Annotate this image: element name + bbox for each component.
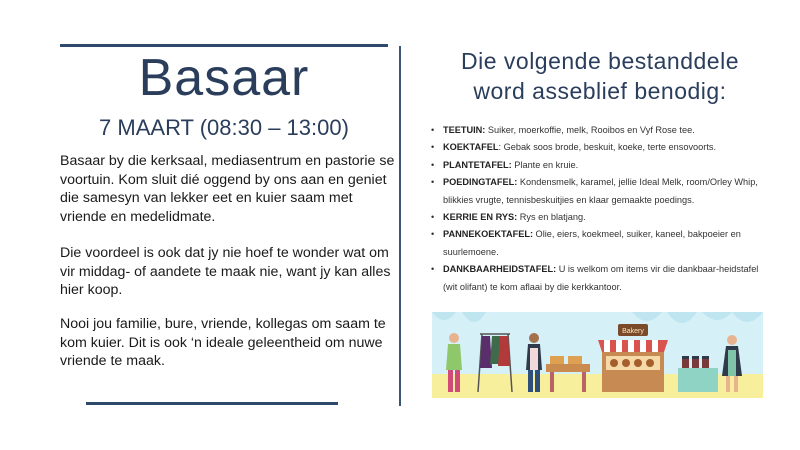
item-text: Suiker, moerkoffie, melk, Rooibos en Vyf Rose tee. xyxy=(485,125,695,135)
bottom-rule xyxy=(86,402,338,405)
list-item xyxy=(430,209,770,226)
item-label: TEETUIN: xyxy=(443,125,486,135)
ingredients-heading xyxy=(420,46,780,106)
bakery-sign: Bakery xyxy=(622,328,644,335)
item-label: KOEKTAFEL xyxy=(443,142,499,153)
item-label: DANKBAARHEIDSTAFEL: xyxy=(443,264,557,275)
list-item xyxy=(430,261,770,296)
top-rule xyxy=(60,44,388,47)
bullet-icon: • xyxy=(431,212,435,223)
item-label: KERRIE EN RYS: xyxy=(443,212,518,223)
bullet-icon: • xyxy=(431,177,435,188)
item-text: Kondensmelk, karamel, jellie Ideal Melk, room/Orley Whip, blikkies vrugte, tennisbeskuitjies en klaar gemaakte poedings. xyxy=(443,177,758,205)
item-label: PANNEKOEKTAFEL: xyxy=(443,229,533,240)
item-text: U is welkom om items vir die dankbaar-heidstafel (wit olifant) te kom aflaai by die kerkkantoor. xyxy=(443,264,759,292)
item-label: PLANTETAFEL: xyxy=(443,159,512,170)
ingredients-heading-line1: Die volgende bestanddele xyxy=(461,48,739,74)
item-text: Olie, eiers, koekmeel, suiker, kaneel, bakpoeier en suurlemoene. xyxy=(443,229,741,257)
column-divider xyxy=(399,46,401,406)
bullet-icon: • xyxy=(431,229,435,240)
advantage-paragraph: Die voordeel is ook dat jy nie hoef te wonder wat om vir middag- of aandete te maak nie, want jy kan alles hier koop. xyxy=(60,245,391,298)
bullet-icon: • xyxy=(431,125,435,135)
ingredients-heading-line2: word asseblief benodig: xyxy=(473,78,727,104)
intro-paragraph: Basaar by die kerksaal, mediasentrum en pastorie se voortuin. Kom sluit dié oggend by ons aan en geniet die samesyn van lekker eet en kuier saam met vriende en medelidmate. xyxy=(60,153,395,225)
page-title: Basaar xyxy=(138,49,310,107)
item-text: Rys en blatjang. xyxy=(517,212,586,223)
bullet-icon: • xyxy=(431,264,435,275)
list-item xyxy=(430,226,770,261)
market-stalls-illustration xyxy=(432,312,763,398)
item-label: POEDINGTAFEL: xyxy=(443,177,518,188)
list-item xyxy=(430,122,770,139)
item-text: Plante en kruie. xyxy=(511,159,579,170)
list-item xyxy=(430,157,770,174)
bullet-icon: • xyxy=(431,159,435,170)
item-text: : Gebak soos brode, beskuit, koeke, terte ensovoorts. xyxy=(498,142,717,153)
list-item xyxy=(430,174,770,209)
event-date: 7 MAART (08:30 – 13:00) xyxy=(99,115,349,140)
bullet-icon: • xyxy=(431,142,435,153)
invite-paragraph: Nooi jou familie, bure, vriende, kollegas om saam te kom kuier. Dit is ook ‘n ideale geleentheid om nuwe vriende te maak. xyxy=(60,316,386,369)
list-item xyxy=(430,139,770,156)
ingredients-list xyxy=(430,122,770,296)
